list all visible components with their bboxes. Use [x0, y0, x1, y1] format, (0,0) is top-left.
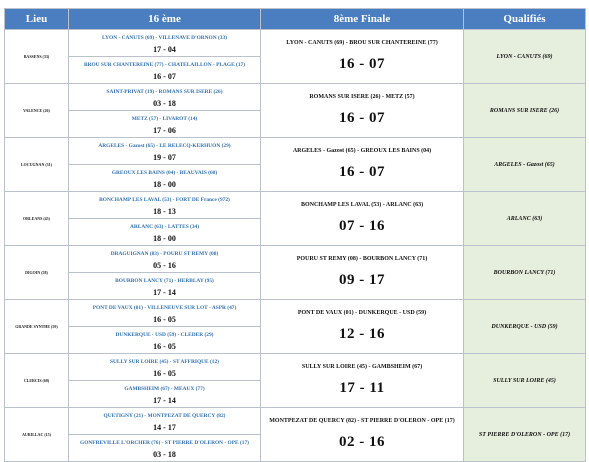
venue-cell: BASSENS (33) [5, 30, 69, 84]
r16-teams: DRAGUIGNAN (83) - POURU ST REMY (08) [110, 250, 219, 257]
r16-match [69, 408, 261, 435]
r8-score: 12 - 16 [339, 326, 385, 342]
venue-cell: LOCUGNAN (31) [5, 138, 69, 192]
r16-teams: LYON - CANUTS (69) - VILLENAVE D'ORNON (33) [102, 34, 227, 41]
bracket-table [4, 8, 586, 462]
r8-match [261, 138, 464, 192]
r16-match [69, 381, 261, 408]
r8-match [261, 246, 464, 300]
r16-match [69, 435, 261, 462]
r16-teams: ARGELES - Gazost (65) - LE RELECQ-KERHUON (29) [98, 142, 231, 149]
group-row [5, 138, 586, 165]
r16-match [69, 30, 261, 57]
r8-score: 02 - 16 [339, 434, 385, 450]
group-row [5, 300, 586, 327]
qualified-team: LYON - CANUTS (69) [464, 30, 586, 84]
venue-cell: VALENCE (26) [5, 84, 69, 138]
r8-score: 07 - 16 [339, 218, 385, 234]
r16-match [69, 219, 261, 246]
r16-teams: GREOUX LES BAINS (04) - BEAUVAIS (60) [111, 169, 218, 176]
venue-cell: DIGOIN (58) [5, 246, 69, 300]
r16-teams: QUETIGNY (21) - MONTPEZAT DE QUERCY (82) [103, 412, 226, 419]
r8-teams: LYON - CANUTS (69) - BROU SUR CHANTEREINE (77) [286, 40, 438, 46]
r16-score: 16 - 05 [153, 341, 176, 351]
group-row [5, 354, 586, 381]
r16-teams: PONT DE VAUX (01) - VILLENEUVE SUR LOT - ASPR (47) [92, 304, 237, 311]
r16-match [69, 111, 261, 138]
r16-score: 18 - 13 [153, 206, 176, 216]
r16-teams: BROU SUR CHANTEREINE (77) - CHATELAILLON - PLAGE (17) [83, 61, 246, 68]
r16-score: 17 - 14 [153, 395, 176, 405]
r16-match [69, 138, 261, 165]
r16-match [69, 84, 261, 111]
r16-score: 18 - 00 [153, 179, 176, 189]
group-row [5, 84, 586, 111]
qualified-team: ARLANC (63) [464, 192, 586, 246]
header-qualified: Qualifiés [464, 9, 586, 30]
r16-teams: BONCHAMP LES LAVAL (53) - FORT DE France (972) [99, 196, 230, 203]
r8-score: 17 - 11 [339, 380, 385, 396]
r8-match [261, 30, 464, 84]
r16-score: 16 - 05 [153, 314, 176, 324]
group-row [5, 30, 586, 57]
r16-teams: GONFREVILLE L'ORCHER (76) - ST PIERRE D'OLERON - OPE (17) [80, 439, 249, 446]
r8-match [261, 84, 464, 138]
r16-score: 16 - 07 [153, 71, 176, 81]
r16-match [69, 57, 261, 84]
r8-teams: SULLY SUR LOIRE (45) - GAMBSHEIM (67) [301, 364, 423, 370]
r8-teams: BONCHAMP LES LAVAL (53) - ARLANC (63) [300, 202, 424, 208]
r16-score: 03 - 18 [153, 98, 176, 108]
venue-cell: AURILLAC (15) [5, 408, 69, 462]
r8-teams: PONT DE VAUX (01) - DUNKERQUE - USD (59) [297, 310, 427, 316]
r8-teams: POURU ST REMY (08) - BOURBON LANCY (71) [296, 256, 428, 262]
r16-teams: GAMBSHEIM (67) - MEAUX (77) [124, 385, 205, 392]
r8-score: 16 - 07 [339, 164, 385, 180]
qualified-team: ARGELES - Gazost (65) [464, 138, 586, 192]
r16-score: 19 - 07 [153, 152, 176, 162]
r16-score: 17 - 14 [153, 287, 176, 297]
r8-match [261, 192, 464, 246]
qualified-team: ST PIERRE D'OLERON - OPE (17) [464, 408, 586, 462]
r8-match [261, 354, 464, 408]
r16-score: 16 - 05 [153, 368, 176, 378]
r16-match [69, 327, 261, 354]
r8-score: 16 - 07 [339, 56, 385, 72]
r16-score: 18 - 00 [153, 233, 176, 243]
r16-teams: BOURBON LANCY (71) - HERBLAY (95) [115, 277, 214, 284]
r16-score: 17 - 04 [153, 44, 176, 54]
r8-score: 16 - 07 [339, 110, 385, 126]
r8-score: 09 - 17 [339, 272, 385, 288]
header-round-of-16: 16 ème [69, 9, 261, 30]
r16-teams: SAINT-PRIVAT (19) - ROMANS SUR ISERE (26) [106, 88, 223, 95]
venue-cell: ORLEANS (45) [5, 192, 69, 246]
qualified-team: SULLY SUR LOIRE (45) [464, 354, 586, 408]
header-round-of-8: 8ème Finale [261, 9, 464, 30]
qualified-team: BOURBON LANCY (71) [464, 246, 586, 300]
r16-match [69, 273, 261, 300]
r16-match [69, 165, 261, 192]
r16-match [69, 192, 261, 219]
r8-match [261, 300, 464, 354]
r16-teams: SULLY SUR LOIRE (45) - ST AFFRIQUE (12) [110, 358, 219, 365]
r16-teams: DUNKERQUE - USD (59) - CLEDER (29) [115, 331, 214, 338]
r16-score: 03 - 18 [153, 449, 176, 459]
r16-match [69, 354, 261, 381]
r16-match [69, 300, 261, 327]
r16-score: 14 - 17 [153, 422, 176, 432]
r8-teams: MONTPEZAT DE QUERCY (82) - ST PIERRE D'OLERON - OPE (17) [269, 418, 455, 424]
r8-match [261, 408, 464, 462]
header-lieu: Lieu [5, 9, 69, 30]
venue-cell: GRANDE SYNTHE (59) [5, 300, 69, 354]
qualified-team: ROMANS SUR ISERE (26) [464, 84, 586, 138]
r16-teams: ARLANC (63) - LATTES (34) [129, 223, 200, 230]
group-row [5, 246, 586, 273]
r16-score: 05 - 16 [153, 260, 176, 270]
r8-teams: ARGELES - Gazost (65) - GREOUX LES BAINS (04) [292, 148, 432, 154]
r16-match [69, 246, 261, 273]
group-row [5, 192, 586, 219]
qualified-team: DUNKERQUE - USD (59) [464, 300, 586, 354]
r8-teams: ROMANS SUR ISERE (26) - METZ (57) [309, 94, 415, 100]
header-row [5, 9, 586, 30]
r16-score: 17 - 06 [153, 125, 176, 135]
group-row [5, 408, 586, 435]
r16-teams: METZ (57) - LIVAROT (14) [131, 115, 198, 122]
venue-cell: CLERCIS (68) [5, 354, 69, 408]
